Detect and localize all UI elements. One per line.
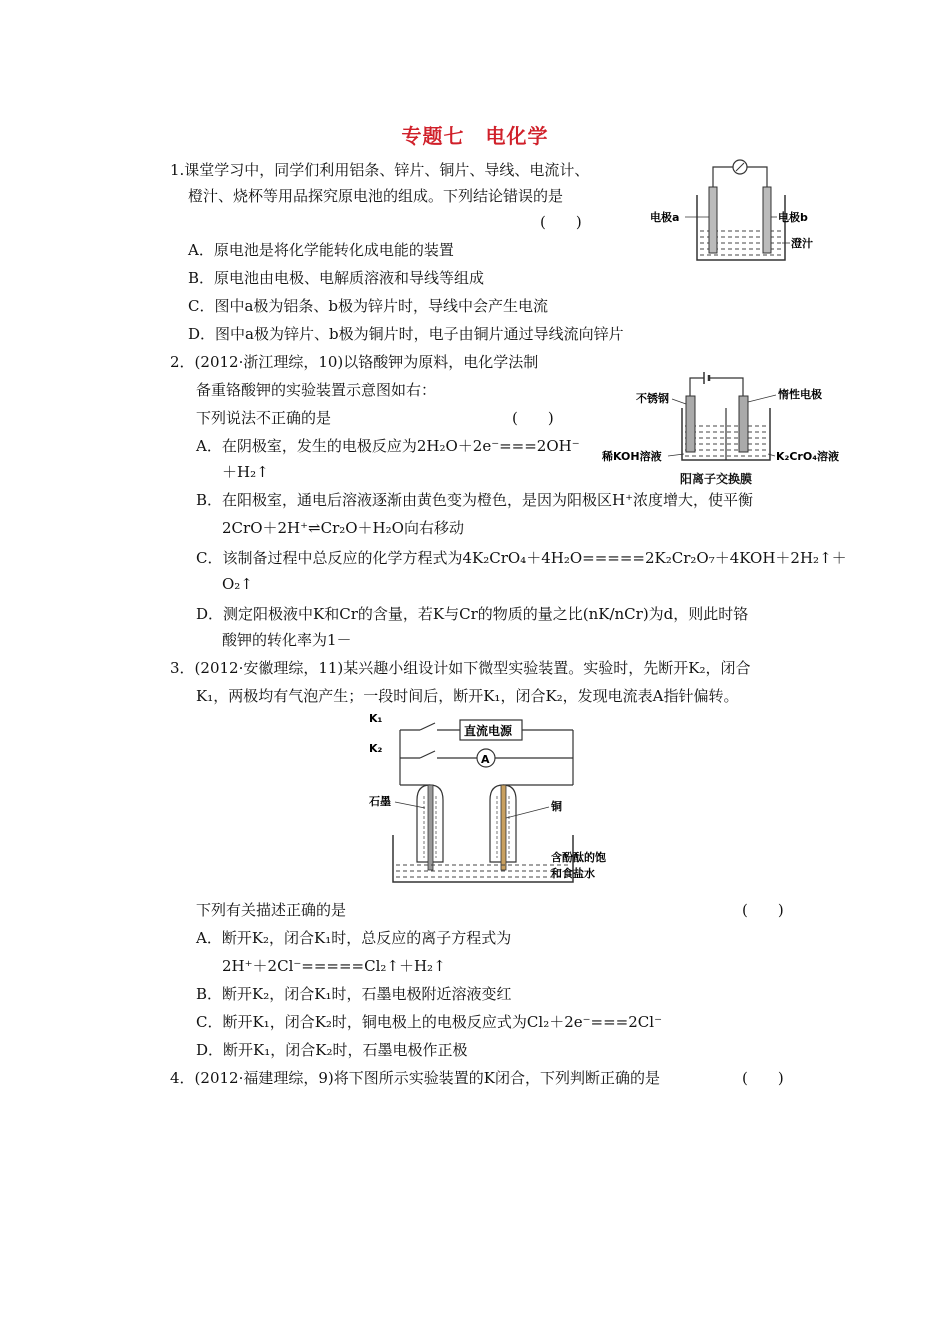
q1-option-d: D．图中a极为锌片、b极为铜片时，电子由铜片通过导线流向锌片 [188,325,624,343]
label-dc: 直流电源 [464,724,513,738]
copper-electrode [501,785,506,870]
label-brine-line2: 和食盐水 [551,867,595,880]
switch-k1 [420,723,435,730]
label-electrode-b: 电极b [778,211,808,224]
q2-option-c-line2: O₂↑ [222,575,253,593]
q2-stem-line2: 备重铬酸钾的实验装置示意图如右： [196,381,437,399]
q3-option-b: B．断开K₂，闭合K₁时，石墨电极附近溶液变红 [196,985,512,1003]
q3-stem-line2: K₁，两极均有气泡产生；一段时间后，断开K₁，闭合K₂，发现电流表A指针偏转。 [196,687,739,705]
q2-stem-line3: 下列说法不正确的是 [196,409,332,427]
q2-option-b-line1: B．在阳极室，通电后溶液逐渐由黄色变为橙色，是因为阳极区H⁺浓度增大，使平衡 [196,491,754,509]
q3-stem-line1: 3．(2012·安徽理综，11)某兴趣小组设计如下微型实验装置。实验时，先断开K₂，闭合 [170,659,751,677]
q3-option-d: D．断开K₁，闭合K₂时，石墨电极作正极 [196,1041,468,1059]
tray-outline [393,835,573,882]
q3-answer-paren: ( ) [742,901,784,919]
label-copper: 铜 [551,800,562,813]
q3-option-a-line1: A．断开K₂，闭合K₁时，总反应的离子方程式为 [196,929,512,947]
q2-option-a-line1: A．在阴极室，发生的电极反应为2H₂O＋2e⁻===2OH⁻ [196,437,580,455]
q4-stem: 4．(2012·福建理综，9)将下图所示实验装置的K闭合，下列判断正确的是 [170,1069,660,1087]
q2-option-c-line1: C．该制备过程中总反应的化学方程式为4K₂CrO₄＋4H₂O=====2K₂Cr₂O₇＋4KOH＋2H₂↑＋ [196,549,847,567]
q2-option-d-line1: D．测定阳极液中K和Cr的含量，若K与Cr的物质的量之比(nK/nCr)为d，则此时铬 [196,605,749,623]
q4-answer-paren: ( ) [742,1069,784,1087]
label-stainless: 不锈钢 [636,392,669,405]
q1-option-b: B．原电池由电极、电解质溶液和导线等组成 [188,269,485,287]
label-inert: 惰性电极 [778,388,822,401]
stainless-steel-electrode [686,396,695,452]
q2-answer-paren: ( ) [512,409,554,427]
q3-micro-device-figure [365,710,625,895]
graphite-electrode [428,785,433,870]
q1-stem-line2: 橙汁、烧杯等用品探究原电池的组成。下列结论错误的是 [188,187,564,205]
inert-electrode [739,396,748,452]
label-brine-line1: 含酚酞的饱 [551,851,606,864]
q1-stem-line1: 1.课堂学习中，同学们利用铝条、锌片、铜片、导线、电流计、 [170,161,590,179]
label-k2: K₂ [369,742,383,755]
q2-option-a-line2: ＋H₂↑ [222,463,269,481]
label-koh: 稀KOH溶液 [602,450,662,463]
q3-option-c: C．断开K₁，闭合K₂时，铜电极上的电极反应式为Cl₂＋2e⁻===2Cl⁻ [196,1013,662,1031]
q3-option-a-line2: 2H⁺＋2Cl⁻=====Cl₂↑＋H₂↑ [222,957,446,975]
q1-galvanic-cell-figure [645,155,820,270]
q2-option-b-line2: 2CrO＋2H⁺⇌Cr₂O＋H₂O向右移动 [222,519,464,537]
label-k2cro4: K₂CrO₄溶液 [776,450,840,463]
switch-k2 [420,751,435,758]
q2-option-d-line2: 酸钾的转化率为1－ [222,631,352,649]
label-ammeter: A [481,753,490,766]
label-solution: 澄汁 [791,237,813,250]
label-graphite: 石墨 [369,795,391,808]
q2-stem-line1: 2．(2012·浙江理综，10)以铬酸钾为原料，电化学法制 [170,353,539,371]
label-electrode-a: 电极a [650,211,680,224]
q2-electrolysis-figure [600,368,845,468]
electrode-b [763,187,771,253]
label-membrane: 阳离子交换膜 [680,472,753,486]
electrode-a [709,187,717,253]
q1-option-a: A．原电池是将化学能转化成电能的装置 [188,241,454,259]
q1-answer-paren: ( ) [540,213,582,231]
label-k1: K₁ [369,712,383,725]
q1-option-c: C．图中a极为铝条、b极为锌片时，导线中会产生电流 [188,297,549,315]
page-title: 专题七 电化学 [401,124,549,148]
q3-stem: 下列有关描述正确的是 [196,901,347,919]
